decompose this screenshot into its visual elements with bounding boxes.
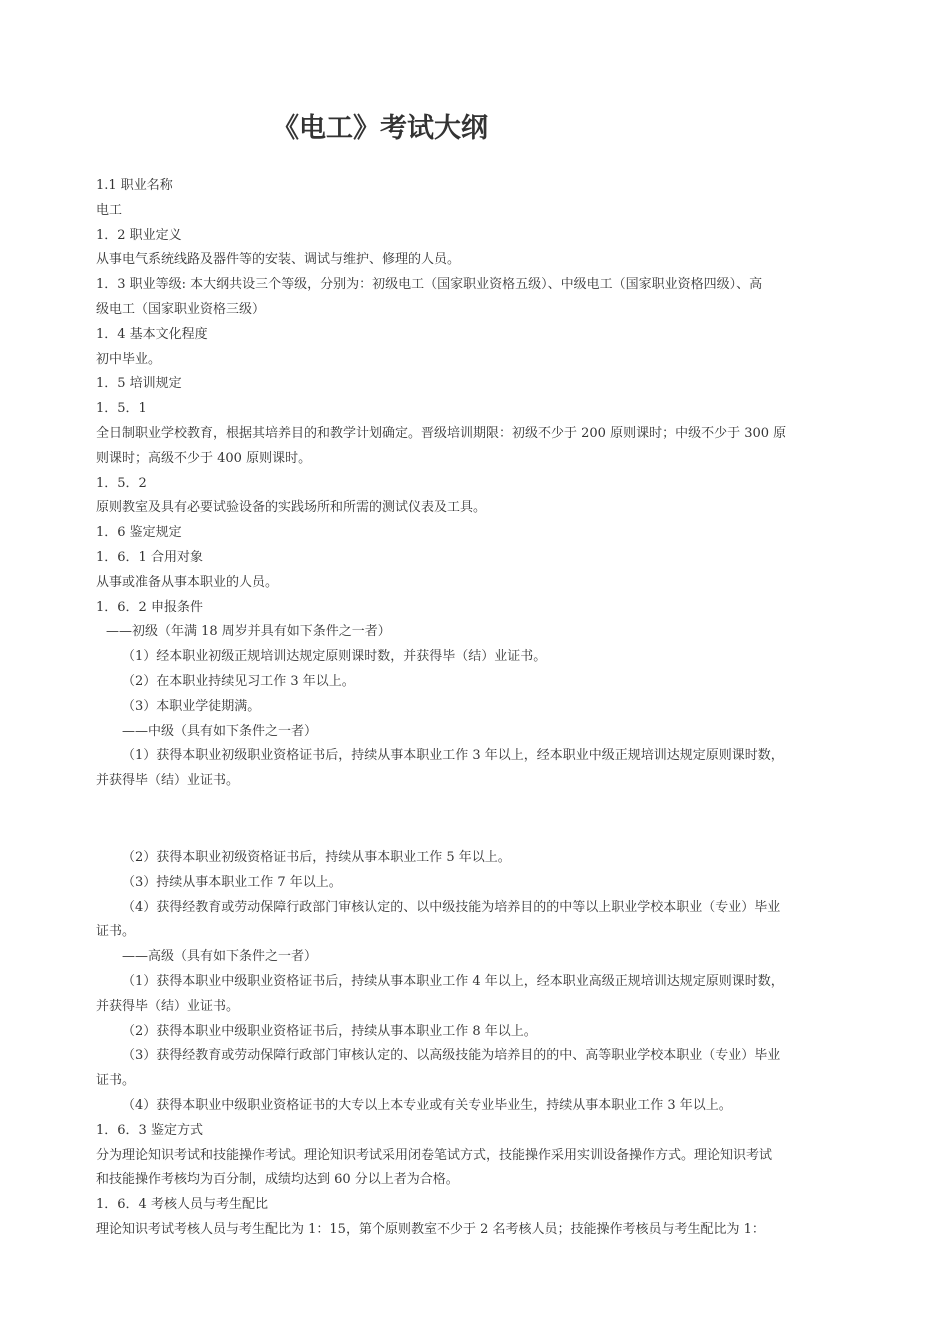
text-line: （2）获得本职业初级资格证书后，持续从事本职业工作 5 年以上。	[122, 850, 511, 865]
text-line: （2）获得本职业中级职业资格证书后，持续从事本职业工作 8 年以上。	[122, 1023, 537, 1039]
text-line: 1．6 鉴定规定	[96, 525, 182, 541]
text-line: 级电工（国家职业资格三级）	[96, 301, 266, 317]
text-line: 理论知识考试考核人员与考生配比为 1：15，第个原则教室不少于 2 名考核人员；技能操作考核员与考生配比为 1：	[96, 1221, 765, 1237]
text-line: （4）获得经教育或劳动保障行政部门审核认定的、以中级技能为培养目的的中等以上职业学校本职业（专业）毕业	[122, 899, 781, 915]
text-line: 从事电气系统线路及器件等的安装、调试与维护、修理的人员。	[96, 252, 461, 268]
text-block-2	[96, 846, 856, 1243]
text-line: （1）获得本职业中级职业资格证书后，持续从事本职业工作 4 年以上，经本职业高级正规培训达规定原则课时数，	[122, 973, 784, 989]
text-line: 初中毕业。	[96, 351, 162, 367]
text-line: 1．6．4 考核人员与考生配比	[96, 1197, 268, 1213]
text-line: 全日制职业学校教育，根据其培养目的和教学计划确定。晋级培训期限：初级不少于 200 原则课时；中级不少于 300 原	[96, 425, 787, 441]
text-line: 原则教室及具有必要试验设备的实践场所和所需的测试仪表及工具。	[96, 500, 487, 516]
document-title: 《电工》考试大纲	[272, 113, 488, 144]
text-line: （3）本职业学徒期满。	[122, 698, 261, 714]
text-line: 1．6．2 申报条件	[96, 599, 203, 615]
text-line: 电工	[96, 202, 123, 218]
text-line: 1．2 职业定义	[96, 227, 182, 243]
text-line: 1.1 职业名称	[96, 178, 173, 193]
text-line: （3）持续从事本职业工作 7 年以上。	[122, 874, 342, 890]
text-line: 分为理论知识考试和技能操作考试。理论知识考试采用闭卷笔试方式，技能操作采用实训设备操作方式。理论知识考试	[96, 1147, 773, 1163]
text-line: 1．6．3 鉴定方式	[96, 1122, 203, 1138]
text-line: ——中级（具有如下条件之一者）	[122, 723, 318, 739]
text-line: 则课时；高级不少于 400 原则课时。	[96, 450, 312, 466]
text-line: 从事或准备从事本职业的人员。	[96, 574, 279, 590]
text-line: 和技能操作考核均为百分制，成绩均达到 60 分以上者为合格。	[96, 1172, 459, 1188]
text-line: ——初级（年满 18 周岁并具有如下条件之一者）	[106, 624, 391, 640]
text-line: 证书。	[96, 924, 136, 940]
text-line: 并获得毕（结）业证书。	[96, 998, 240, 1014]
text-line: （4）获得本职业中级职业资格证书的大专以上本专业或有关专业毕业生，持续从事本职业工作 3 年以上。	[122, 1097, 732, 1113]
text-line: （3）获得经教育或劳动保障行政部门审核认定的、以高级技能为培养目的的中、高等职业学校本职业（专业）毕业	[122, 1048, 781, 1064]
text-line: （1）获得本职业初级职业资格证书后，持续从事本职业工作 3 年以上，经本职业中级正规培训达规定原则课时数，	[122, 748, 784, 764]
text-line: 1．5．2	[96, 475, 147, 491]
text-line: 1．3 职业等级: 本大纲共设三个等级，分别为：初级电工（国家职业资格五级）、中级电工（国家职业资格四级）、高	[96, 277, 763, 293]
text-line: 1．5．1	[96, 401, 147, 417]
text-line: （1）经本职业初级正规培训达规定原则课时数，并获得毕（结）业证书。	[122, 649, 547, 665]
text-line: 1．5 培训规定	[96, 376, 182, 392]
text-line: 证书。	[96, 1073, 136, 1089]
text-line: 并获得毕（结）业证书。	[96, 773, 240, 789]
text-line: 1．6．1 合用对象	[96, 549, 203, 565]
text-line: 1．4 基本文化程度	[96, 326, 208, 342]
text-block-1	[96, 174, 856, 794]
text-line: （2）在本职业持续见习工作 3 年以上。	[122, 673, 355, 689]
text-line: ——高级（具有如下条件之一者）	[122, 949, 318, 965]
